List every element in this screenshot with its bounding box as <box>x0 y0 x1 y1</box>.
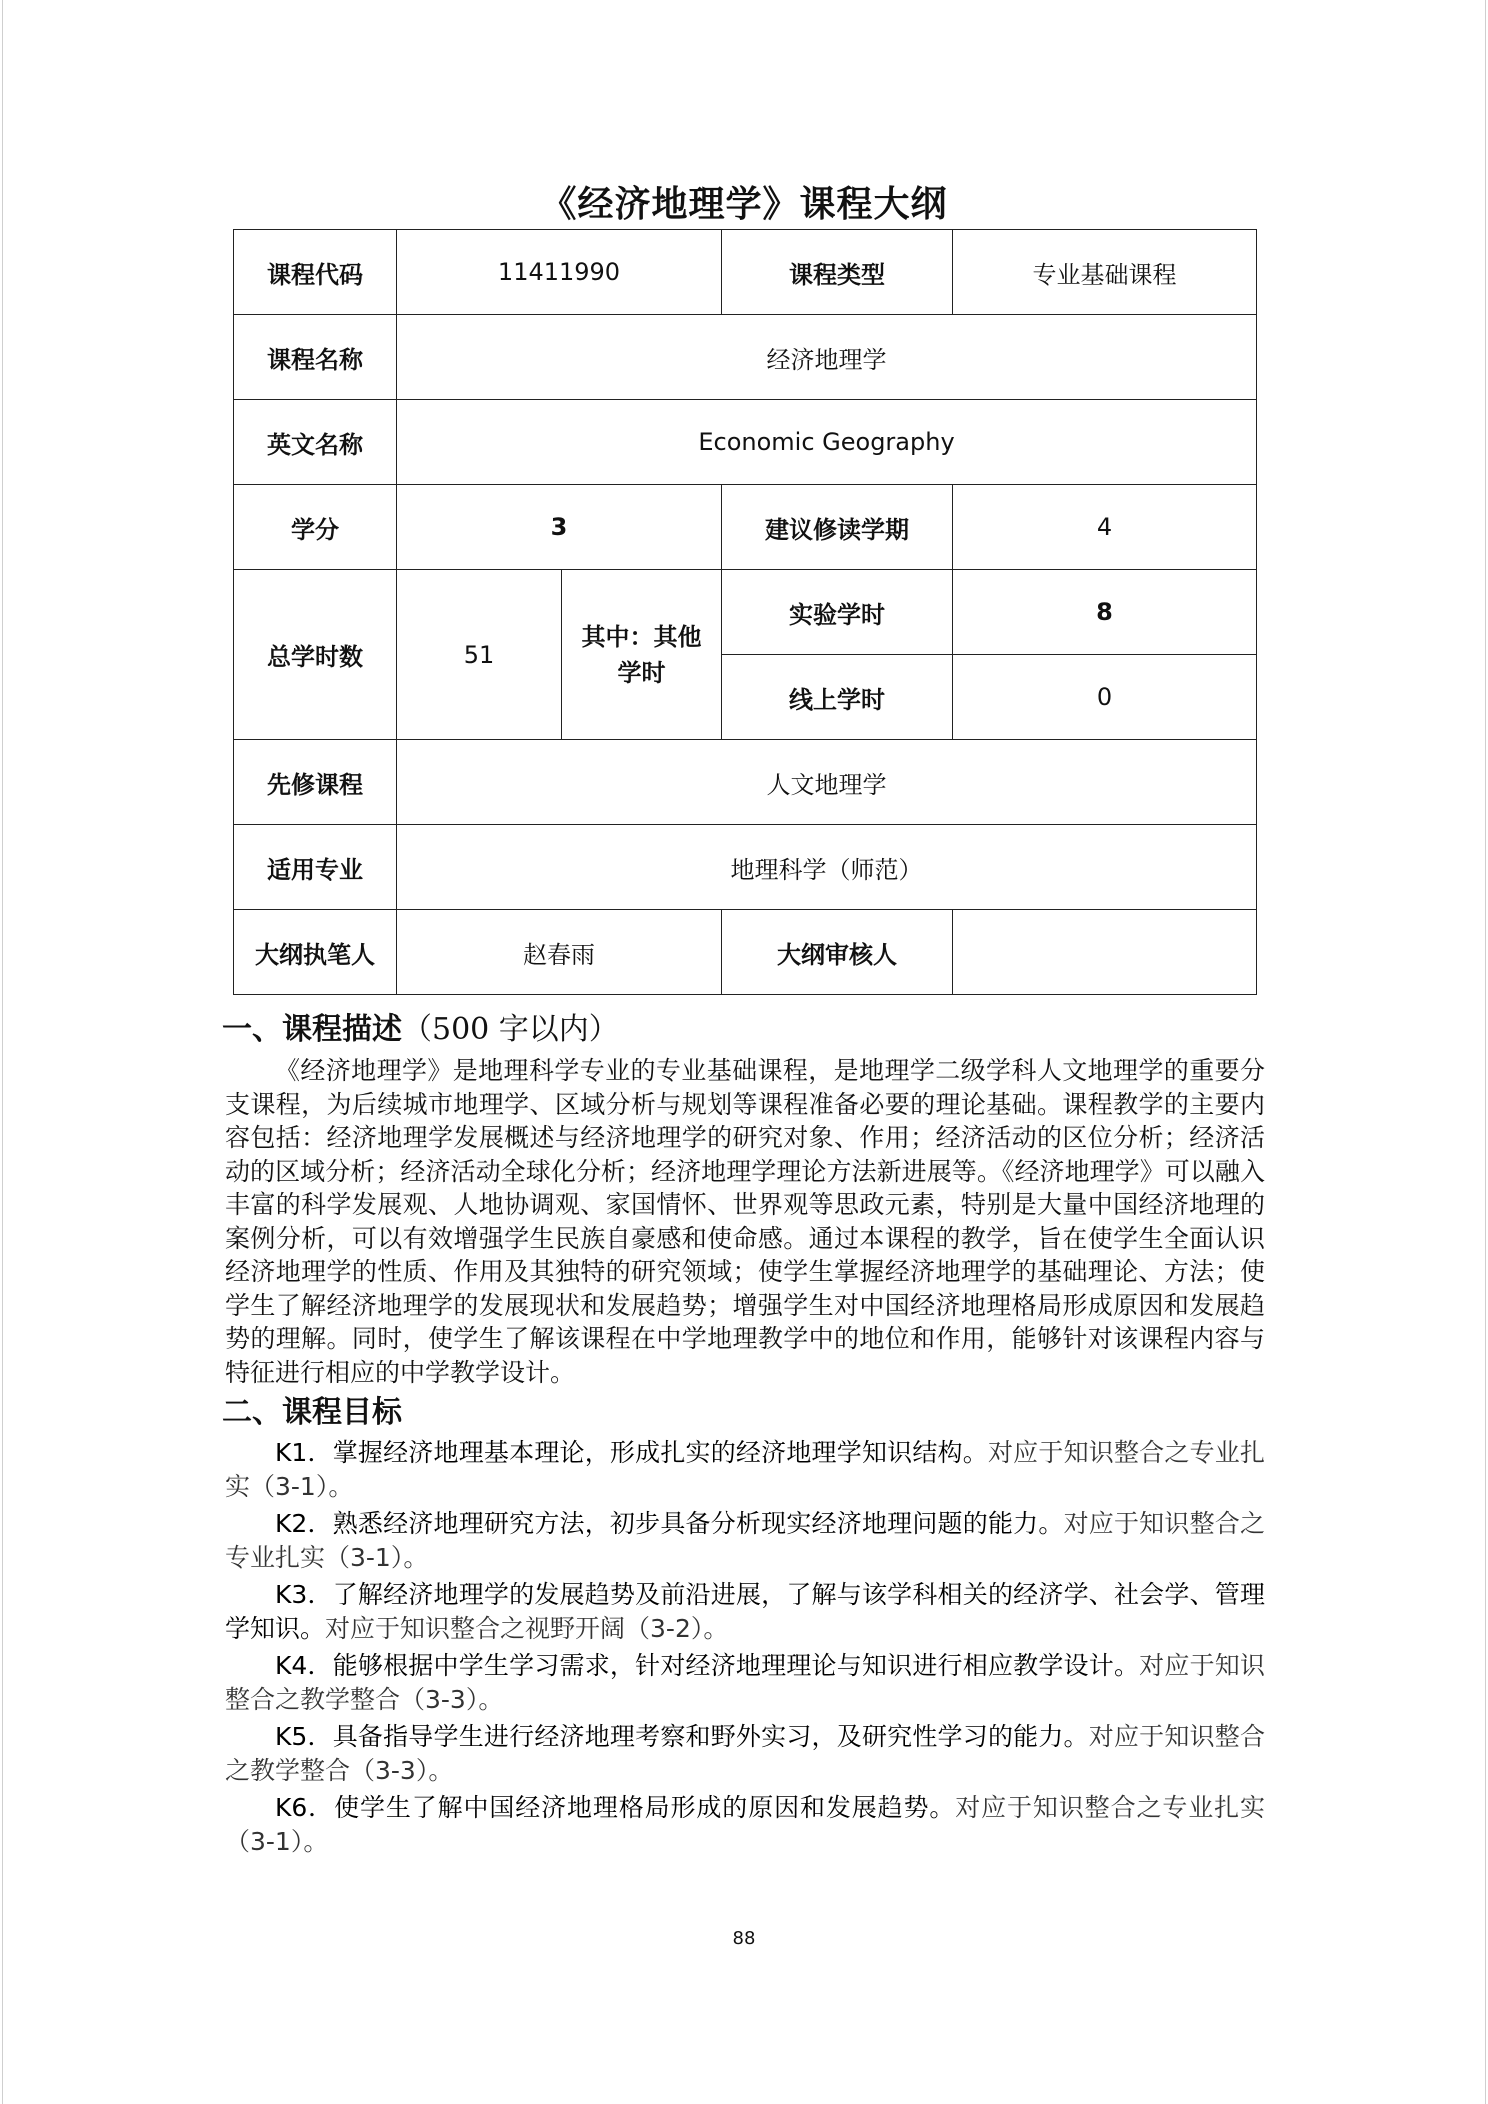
page-number: 88 <box>732 1928 756 1949</box>
table-row <box>234 910 1257 995</box>
prerequisite-value: 人文地理学 <box>397 740 1257 825</box>
objective-item-k6 <box>225 1791 1265 1859</box>
suggested-term-label: 建议修读学期 <box>722 485 953 570</box>
page-left-edge <box>2 0 3 2104</box>
prerequisite-label: 先修课程 <box>234 740 397 825</box>
objective-k4-text: K4．能够根据中学生学习需求，针对经济地理理论与知识进行相应教学设计。 <box>275 1651 1140 1680</box>
section1-title: 一、课程描述 <box>222 1012 402 1047</box>
credits-value: 3 <box>397 485 722 570</box>
course-code-value: 11411990 <box>397 230 722 315</box>
page-right-edge <box>1485 0 1486 2104</box>
total-hours-value: 51 <box>397 570 562 740</box>
section1-word-limit-note: （500 字以内） <box>402 1012 619 1047</box>
course-type-label: 课程类型 <box>722 230 953 315</box>
reviewer-value <box>953 910 1257 995</box>
suggested-term-value: 4 <box>953 485 1257 570</box>
reviewer-label: 大纲审核人 <box>722 910 953 995</box>
objective-item-k5 <box>225 1720 1265 1788</box>
objective-k2-text: K2．熟悉经济地理研究方法，初步具备分析现实经济地理问题的能力。 <box>275 1509 1064 1538</box>
major-label: 适用专业 <box>234 825 397 910</box>
author-label: 大纲执笔人 <box>234 910 397 995</box>
table-row <box>234 740 1257 825</box>
section1-heading <box>222 1010 619 1050</box>
online-hours-value: 0 <box>953 655 1257 740</box>
english-name-label: 英文名称 <box>234 400 397 485</box>
online-hours-label: 线上学时 <box>722 655 953 740</box>
lab-hours-label: 实验学时 <box>722 570 953 655</box>
document-title: 《经济地理学》课程大纲 <box>540 184 948 225</box>
objective-k2-mapping: 对应于知识整合之专业扎实（3-1）。 <box>225 1509 1265 1572</box>
objective-k3-mapping: 对应于知识整合之视野开阔（3-2）。 <box>325 1614 729 1643</box>
objective-k5-mapping: 对应于知识整合之教学整合（3-3）。 <box>225 1722 1265 1785</box>
lab-hours-value: 8 <box>953 570 1257 655</box>
credits-label: 学分 <box>234 485 397 570</box>
objective-k6-mapping: 对应于知识整合之专业扎实（3-1）。 <box>225 1793 1265 1856</box>
objective-k6-text: K6．使学生了解中国经济地理格局形成的原因和发展趋势。 <box>275 1793 956 1822</box>
other-hours-label-text: 其中：其他学时 <box>581 622 702 687</box>
total-hours-label: 总学时数 <box>234 570 397 740</box>
objective-item-k4 <box>225 1649 1265 1717</box>
english-name-value: Economic Geography <box>397 400 1257 485</box>
table-row <box>234 825 1257 910</box>
table-row <box>234 315 1257 400</box>
table-row <box>234 485 1257 570</box>
table-row <box>234 230 1257 315</box>
objective-item-k2 <box>225 1507 1265 1575</box>
other-hours-label <box>562 570 722 740</box>
objective-item-k3 <box>225 1578 1265 1646</box>
author-value: 赵春雨 <box>397 910 722 995</box>
objective-k1-mapping: 对应于知识整合之专业扎实（3-1）。 <box>225 1438 1265 1501</box>
course-description-paragraph: 《经济地理学》是地理科学专业的专业基础课程，是地理学二级学科人文地理学的重要分支课程，为后续城市地理学、区域分析与规划等课程准备必要的理论基础。课程教学的主要内容包括：经济地理学发展概述与经济地理学的研究对象、作用；经济活动的区位分析；经济活动的区域分析；经济活动全球化分析；经济地理学理论方法新进展等。《经济地理学》可以融入丰富的科学发展观、人地协调观、家国情怀、世界观等思政元素，特别是大量中国经济地理的案例分析，可以有效增强学生民族自豪感和使命感。通过本课程的教学，旨在使学生全面认识经济地理学的性质、作用及其独特的研究领域；使学生掌握经济地理学的基础理论、方法；使学生了解经济地理学的发展现状和发展趋势；增强学生对中国经济地理格局形成原因和发展趋势的理解。同时，使学生了解该课程在中学地理教学中的地位和作用，能够针对该课程内容与特征进行相应的中学教学设计。 <box>225 1056 1265 1387</box>
table-row <box>234 400 1257 485</box>
course-type-value: 专业基础课程 <box>953 230 1257 315</box>
course-name-value: 经济地理学 <box>397 315 1257 400</box>
course-code-label: 课程代码 <box>234 230 397 315</box>
objective-k5-text: K5．具备指导学生进行经济地理考察和野外实习，及研究性学习的能力。 <box>275 1722 1089 1751</box>
course-name-label: 课程名称 <box>234 315 397 400</box>
section2-heading: 二、课程目标 <box>222 1395 402 1430</box>
table-row <box>234 570 1257 655</box>
course-info-table <box>233 229 1257 995</box>
objective-item-k1 <box>225 1436 1265 1504</box>
objective-k1-text: K1．掌握经济地理基本理论，形成扎实的经济地理学知识结构。 <box>275 1438 988 1467</box>
objective-k3-text: K3．了解经济地理学的发展趋势及前沿进展，了解与该学科相关的经济学、社会学、管理学知识。 <box>225 1580 1265 1643</box>
objective-k4-mapping: 对应于知识整合之教学整合（3-3）。 <box>225 1651 1265 1714</box>
major-value: 地理科学（师范） <box>397 825 1257 910</box>
